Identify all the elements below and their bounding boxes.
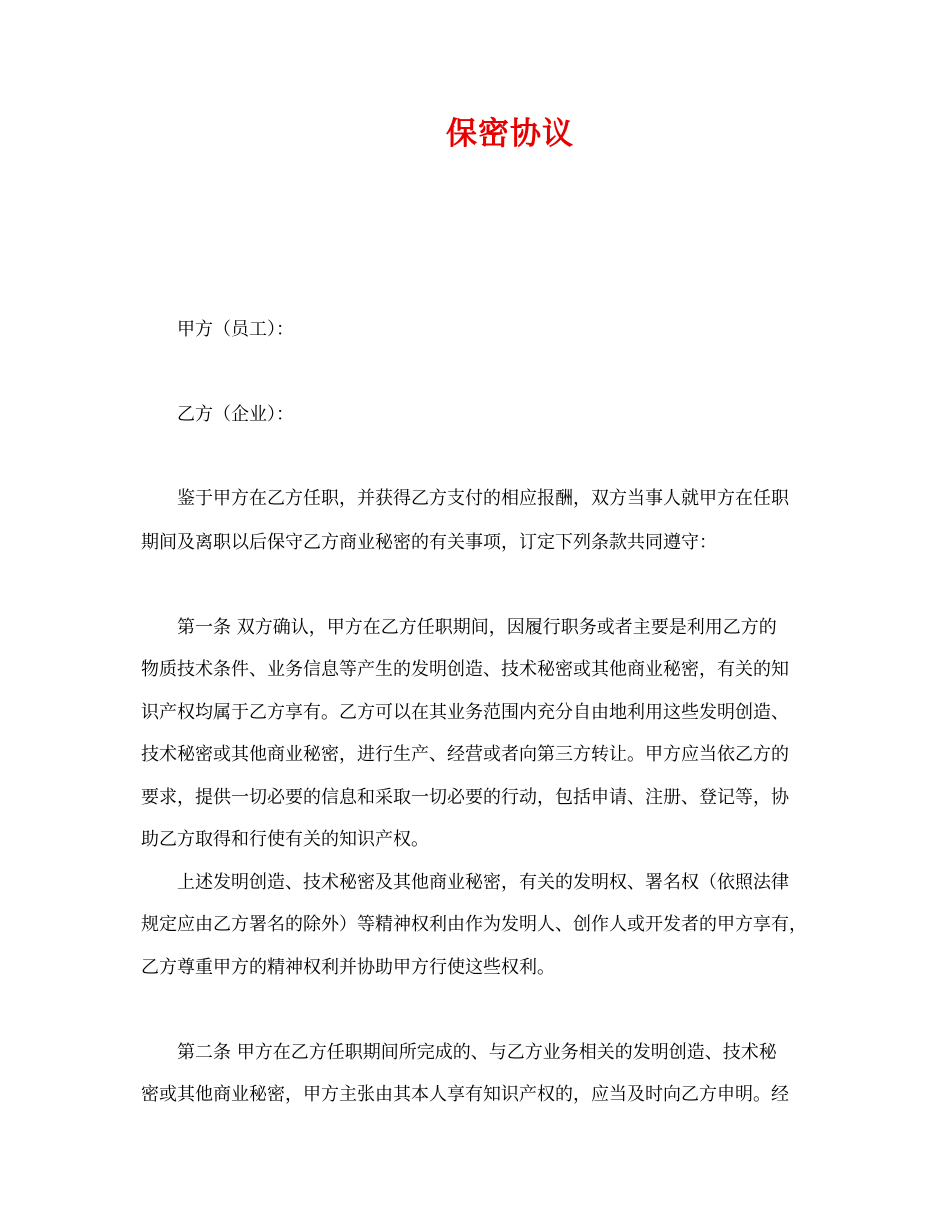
article1-line-1: 第一条 双方确认，甲方在乙方任职期间，因履行职务或者主要是利用乙方的 [177,617,777,638]
article1-p2-line-1: 上述发明创造、技术秘密及其他商业秘密，有关的发明权、署名权（依照法律 [177,872,789,893]
article1-line-3: 识产权均属于乙方享有。乙方可以在其业务范围内充分自由地利用这些发明创造、 [141,702,789,723]
preamble-line-1: 鉴于甲方在乙方任职，并获得乙方支付的相应报酬，双方当事人就甲方在任职 [177,488,789,509]
party-a-line: 甲方（员工）： [177,319,294,340]
article1-line-2: 物质技术条件、业务信息等产生的发明创造、技术秘密或其他商业秘密，有关的知 [141,659,789,680]
article2-line-2: 密或其他商业秘密，甲方主张由其本人享有知识产权的，应当及时向乙方申明。经 [141,1084,789,1105]
article1-line-4: 技术秘密或其他商业秘密，进行生产、经营或者向第三方转让。甲方应当依乙方的 [141,744,789,765]
party-b-line: 乙方（企业）： [177,404,294,425]
article1-p2-line-3: 乙方尊重甲方的精神权利并协助甲方行使这些权利。 [141,957,555,978]
article1-p2-line-2: 规定应由乙方署名的除外）等精神权利由作为发明人、创作人或开发者的甲方享有， [141,914,807,935]
article2-line-1: 第二条 甲方在乙方任职期间所完成的、与乙方业务相关的发明创造、技术秘 [177,1042,777,1063]
preamble-line-2: 期间及离职以后保守乙方商业秘密的有关事项，订定下列条款共同遵守： [141,532,717,553]
document-title: 保密协议 [446,116,574,152]
article1-line-6: 助乙方取得和行使有关的知识产权。 [141,829,429,850]
article1-line-5: 要求，提供一切必要的信息和采取一切必要的行动，包括申请、注册、登记等，协 [141,787,789,808]
